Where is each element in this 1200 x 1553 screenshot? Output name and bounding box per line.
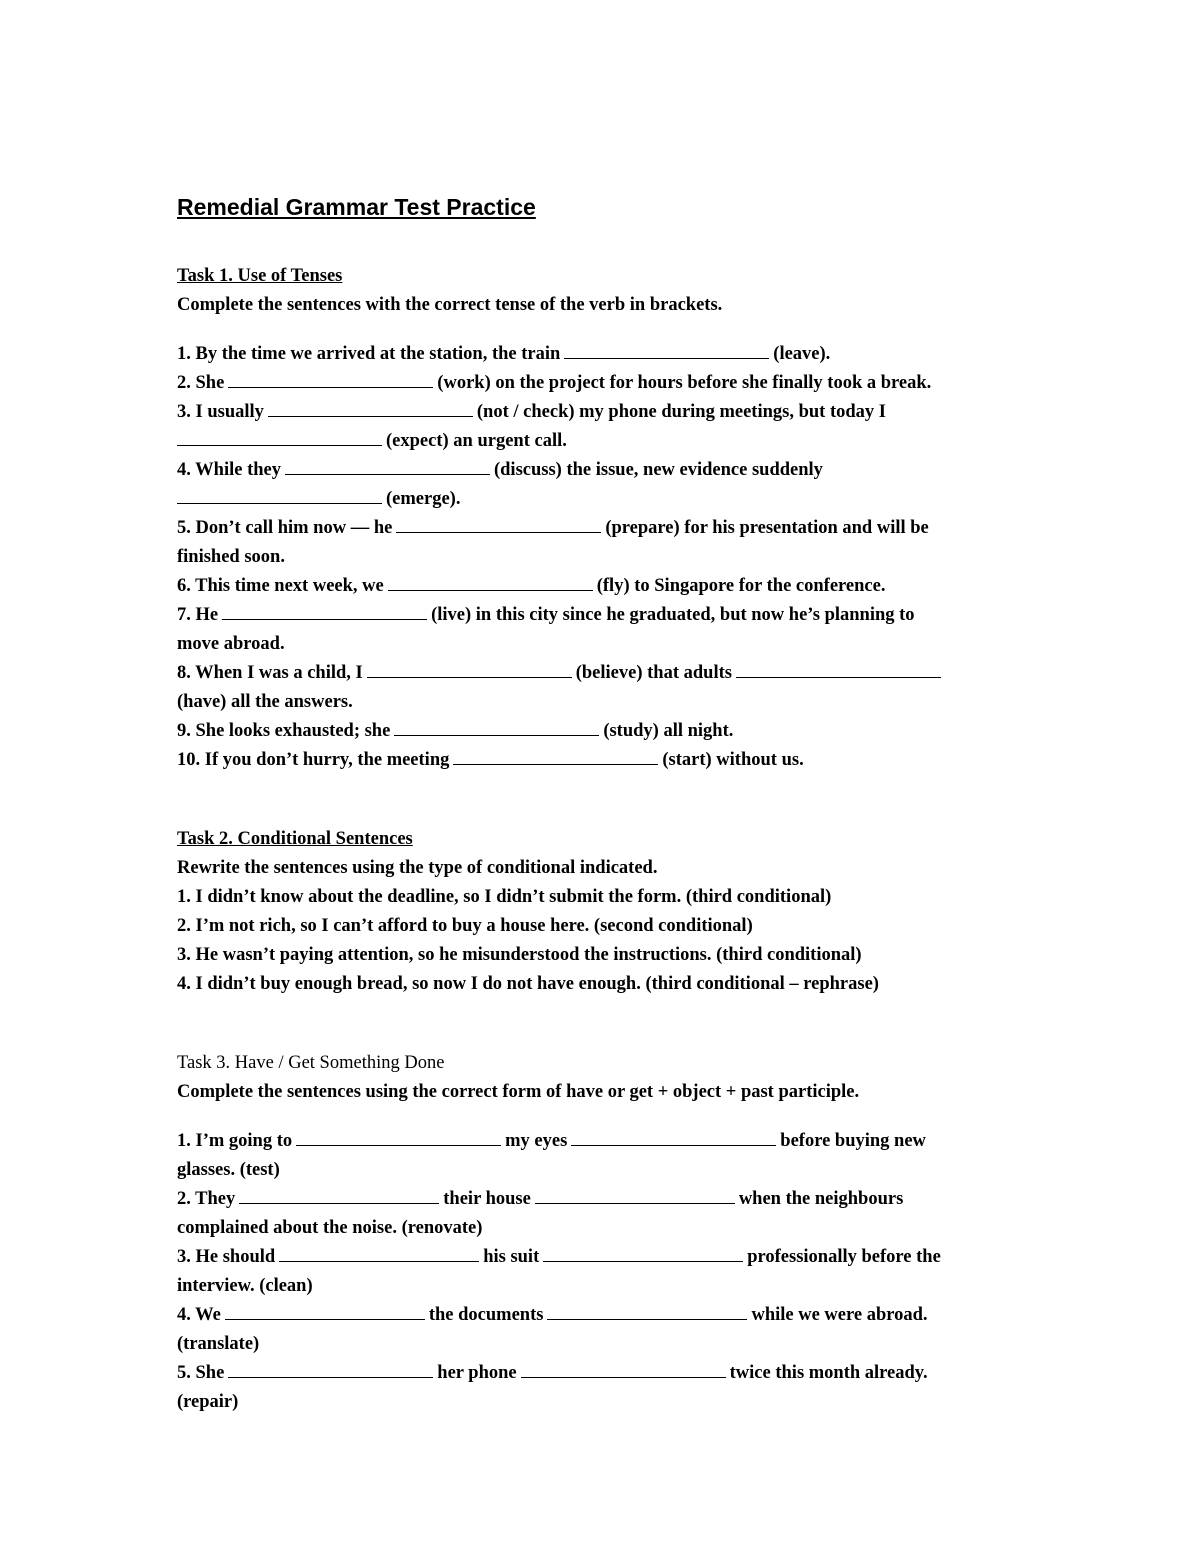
task-1-section [177,262,1037,775]
answer-blank[interactable] [296,1144,501,1146]
answer-blank[interactable] [285,473,490,475]
answer-blank[interactable] [535,1202,735,1204]
answer-blank[interactable] [543,1260,743,1262]
task-2-section [177,825,1037,999]
task-1-instruction: Complete the sentences with the correct tense of the verb in brackets. [177,295,723,315]
task-3-section [177,1049,1037,1417]
answer-blank[interactable] [396,531,601,533]
task-1-item-10: 10. If you don’t hurry, the meeting (start) without us. [177,750,804,770]
answer-blank[interactable] [177,444,382,446]
answer-blank[interactable] [367,676,572,678]
answer-blank[interactable] [225,1318,425,1320]
task-3-item-1: 1. I’m going to my eyes before buying new [177,1131,926,1151]
answer-blank[interactable] [222,618,427,620]
task-1-item-8-cont: (have) all the answers. [177,692,353,712]
task-3-item-4: 4. We the documents while we were abroad. [177,1305,928,1325]
answer-blank[interactable] [228,386,433,388]
answer-blank[interactable] [453,763,658,765]
task-1-item-5-cont: finished soon. [177,547,285,567]
task-3-item-4-cont: (translate) [177,1334,260,1354]
page-title: Remedial Grammar Test Practice [177,194,536,220]
task-3-item-5-cont: (repair) [177,1392,239,1412]
task-3-heading: Task 3. Have / Get Something Done [177,1053,445,1073]
task-1-item-3-cont: (expect) an urgent call. [177,427,1037,456]
task-3-item-1-cont: glasses. (test) [177,1160,280,1180]
task-1-item-5: 5. Don’t call him now — he (prepare) for his presentation and will be [177,518,929,538]
task-3-item-2: 2. They their house when the neighbours [177,1189,904,1209]
task-2-item-2: 2. I’m not rich, so I can’t afford to buy a house here. (second conditional) [177,916,753,936]
task-1-item-2: 2. She (work) on the project for hours before she finally took a break. [177,373,932,393]
task-1-item-4: 4. While they (discuss) the issue, new evidence suddenly [177,460,823,480]
task-2-item-4: 4. I didn’t buy enough bread, so now I do not have enough. (third conditional – rephrase) [177,974,879,994]
task-2-item-1: 1. I didn’t know about the deadline, so I didn’t submit the form. (third conditional) [177,887,832,907]
task-1-item-7: 7. He (live) in this city since he graduated, but now he’s planning to [177,605,915,625]
task-2-instruction: Rewrite the sentences using the type of conditional indicated. [177,858,658,878]
task-1-item-4-cont: (emerge). [177,485,1037,514]
answer-blank[interactable] [268,415,473,417]
answer-blank[interactable] [736,676,941,678]
task-1-item-1: 1. By the time we arrived at the station, the train (leave). [177,344,831,364]
task-3-item-5: 5. She her phone twice this month already. [177,1363,928,1383]
task-1-item-8: 8. When I was a child, I (believe) that adults [177,659,1037,688]
answer-blank[interactable] [177,502,382,504]
task-2-item-3: 3. He wasn’t paying attention, so he misunderstood the instructions. (third conditional) [177,945,862,965]
task-1-item-3: 3. I usually (not / check) my phone during meetings, but today I [177,402,886,422]
task-3-item-3-cont: interview. (clean) [177,1276,313,1296]
answer-blank[interactable] [394,734,599,736]
task-3-item-3: 3. He should his suit professionally before the [177,1247,941,1267]
answer-blank[interactable] [279,1260,479,1262]
task-1-item-7-cont: move abroad. [177,634,285,654]
answer-blank[interactable] [547,1318,747,1320]
answer-blank[interactable] [388,589,593,591]
answer-blank[interactable] [564,357,769,359]
task-1-heading: Task 1. Use of Tenses [177,266,343,286]
task-1-item-6: 6. This time next week, we (fly) to Singapore for the conference. [177,576,886,596]
answer-blank[interactable] [521,1376,726,1378]
answer-blank[interactable] [239,1202,439,1204]
answer-blank[interactable] [228,1376,433,1378]
task-2-heading: Task 2. Conditional Sentences [177,829,413,849]
answer-blank[interactable] [571,1144,776,1146]
task-3-item-2-cont: complained about the noise. (renovate) [177,1218,483,1238]
task-1-item-9: 9. She looks exhausted; she (study) all night. [177,721,734,741]
document-content [177,190,1037,1417]
task-3-instruction: Complete the sentences using the correct form of have or get + object + past participle. [177,1082,860,1102]
